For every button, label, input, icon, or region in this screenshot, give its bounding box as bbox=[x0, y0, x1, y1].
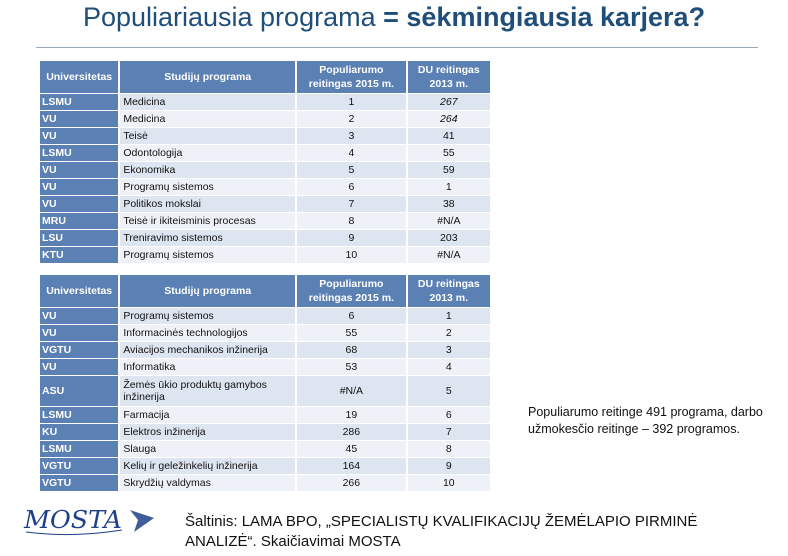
salary-rank-cell: 1 bbox=[408, 179, 490, 195]
table-row bbox=[40, 376, 490, 406]
table-row bbox=[40, 111, 490, 127]
popularity-rank-cell: 6 bbox=[297, 308, 405, 324]
university-cell: VU bbox=[40, 196, 118, 212]
program-cell: Politikos mokslai bbox=[120, 196, 295, 212]
program-cell: Medicina bbox=[120, 94, 295, 110]
program-cell: Slauga bbox=[120, 441, 295, 457]
table-row bbox=[40, 128, 490, 144]
salary-rank-cell: 55 bbox=[408, 145, 490, 161]
popularity-rank-cell: 164 bbox=[297, 458, 405, 474]
popularity-rank-cell: 4 bbox=[297, 145, 405, 161]
table-row bbox=[40, 475, 490, 491]
program-cell: Kelių ir geležinkelių inžinerija bbox=[120, 458, 295, 474]
salary-rank-cell: 8 bbox=[408, 441, 490, 457]
header-university: Universitetas bbox=[40, 275, 118, 307]
title-part-2: = sėkmingiausia karjera? bbox=[383, 2, 706, 32]
popularity-rank-cell: 53 bbox=[297, 359, 405, 375]
university-cell: VU bbox=[40, 325, 118, 341]
program-cell: Ekonomika bbox=[120, 162, 295, 178]
mosta-logo bbox=[22, 502, 162, 542]
salary-rank-cell: 6 bbox=[408, 407, 490, 423]
table-row bbox=[40, 196, 490, 212]
table-row bbox=[40, 441, 490, 457]
table-row bbox=[40, 342, 490, 358]
program-cell: Elektros inžinerija bbox=[120, 424, 295, 440]
popularity-table bbox=[38, 60, 492, 264]
salary-rank-cell: 59 bbox=[408, 162, 490, 178]
university-cell: VGTU bbox=[40, 475, 118, 491]
table-row bbox=[40, 407, 490, 423]
table-header-row bbox=[40, 61, 490, 93]
program-cell: Skrydžių valdymas bbox=[120, 475, 295, 491]
header-salary-rank: DU reitingas 2013 m. bbox=[408, 61, 490, 93]
table-row bbox=[40, 230, 490, 246]
program-cell: Informacinės technologijos bbox=[120, 325, 295, 341]
university-cell: KTU bbox=[40, 247, 118, 263]
salary-rank-cell: #N/A bbox=[408, 213, 490, 229]
table-row bbox=[40, 145, 490, 161]
table-row bbox=[40, 458, 490, 474]
table-header-row bbox=[40, 275, 490, 307]
table-row bbox=[40, 213, 490, 229]
program-cell: Farmacija bbox=[120, 407, 295, 423]
table-row bbox=[40, 359, 490, 375]
salary-rank-cell: 2 bbox=[408, 325, 490, 341]
popularity-rank-cell: 3 bbox=[297, 128, 405, 144]
popularity-rank-cell: 286 bbox=[297, 424, 405, 440]
popularity-rank-cell: 19 bbox=[297, 407, 405, 423]
table-row bbox=[40, 179, 490, 195]
university-cell: LSU bbox=[40, 230, 118, 246]
university-cell: VU bbox=[40, 111, 118, 127]
university-cell: LSMU bbox=[40, 94, 118, 110]
source-citation: Šaltinis: LAMA BPO, „SPECIALISTŲ KVALIFIKACIJŲ ŽEMĖLAPIO PIRMINĖ ANALIZĖ“. Skaičiavimai MOSTA bbox=[185, 513, 698, 550]
program-cell: Teisė bbox=[120, 128, 295, 144]
program-cell: Programų sistemos bbox=[120, 247, 295, 263]
header-popularity-rank: Populiarumo reitingas 2015 m. bbox=[297, 275, 405, 307]
table-row bbox=[40, 325, 490, 341]
popularity-rank-cell: #N/A bbox=[297, 376, 405, 406]
salary-rank-cell: 38 bbox=[408, 196, 490, 212]
university-cell: MRU bbox=[40, 213, 118, 229]
university-cell: VU bbox=[40, 128, 118, 144]
salary-rank-cell: 41 bbox=[408, 128, 490, 144]
popularity-rank-cell: 7 bbox=[297, 196, 405, 212]
table-row bbox=[40, 94, 490, 110]
salary-rank-cell: 264 bbox=[408, 111, 490, 127]
salary-rank-cell: 203 bbox=[408, 230, 490, 246]
program-cell: Aviacijos mechanikos inžinerija bbox=[120, 342, 295, 358]
title-divider bbox=[36, 47, 758, 48]
popularity-rank-cell: 5 bbox=[297, 162, 405, 178]
table-row bbox=[40, 247, 490, 263]
university-cell: VGTU bbox=[40, 342, 118, 358]
salary-rank-cell: 7 bbox=[408, 424, 490, 440]
logo-text: MOSTA bbox=[22, 506, 123, 534]
popularity-rank-cell: 9 bbox=[297, 230, 405, 246]
university-cell: ASU bbox=[40, 376, 118, 406]
salary-rank-cell: 10 bbox=[408, 475, 490, 491]
university-cell: VU bbox=[40, 308, 118, 324]
popularity-rank-cell: 10 bbox=[297, 247, 405, 263]
header-salary-rank: DU reitingas 2013 m. bbox=[408, 275, 490, 307]
popularity-rank-cell: 68 bbox=[297, 342, 405, 358]
salary-rank-cell: #N/A bbox=[408, 247, 490, 263]
popularity-rank-cell: 45 bbox=[297, 441, 405, 457]
program-cell: Programų sistemos bbox=[120, 308, 295, 324]
table-row bbox=[40, 424, 490, 440]
ranking-note: Populiarumo reitinge 491 programa, darbo užmokesčio reitinge – 392 programos. bbox=[528, 405, 763, 436]
table-row bbox=[40, 162, 490, 178]
popularity-rank-cell: 6 bbox=[297, 179, 405, 195]
title-part-1: Populiariausia programa bbox=[82, 2, 376, 32]
logo-arrow-icon bbox=[130, 510, 154, 532]
salary-rank-cell: 267 bbox=[408, 94, 490, 110]
popularity-rank-cell: 1 bbox=[297, 94, 405, 110]
program-cell: Treniravimo sistemos bbox=[120, 230, 295, 246]
salary-rank-cell: 1 bbox=[408, 308, 490, 324]
header-program: Studijų programa bbox=[120, 275, 295, 307]
university-cell: VU bbox=[40, 359, 118, 375]
university-cell: KU bbox=[40, 424, 118, 440]
popularity-rank-cell: 55 bbox=[297, 325, 405, 341]
salary-rank-cell: 9 bbox=[408, 458, 490, 474]
salary-rank-cell: 3 bbox=[408, 342, 490, 358]
popularity-rank-cell: 2 bbox=[297, 111, 405, 127]
header-popularity-rank: Populiarumo reitingas 2015 m. bbox=[297, 61, 405, 93]
salary-rank-cell: 4 bbox=[408, 359, 490, 375]
header-university: Universitetas bbox=[40, 61, 118, 93]
program-cell: Medicina bbox=[120, 111, 295, 127]
program-cell: Teisė ir ikiteisminis procesas bbox=[120, 213, 295, 229]
program-cell: Informatika bbox=[120, 359, 295, 375]
program-cell: Žemės ūkio produktų gamybos inžinerija bbox=[120, 376, 295, 406]
header-program: Studijų programa bbox=[120, 61, 295, 93]
university-cell: VU bbox=[40, 162, 118, 178]
university-cell: VGTU bbox=[40, 458, 118, 474]
slide-title bbox=[0, 2, 788, 33]
popularity-rank-cell: 8 bbox=[297, 213, 405, 229]
university-cell: LSMU bbox=[40, 407, 118, 423]
university-cell: LSMU bbox=[40, 441, 118, 457]
salary-rank-cell: 5 bbox=[408, 376, 490, 406]
salary-table bbox=[38, 274, 492, 492]
university-cell: VU bbox=[40, 179, 118, 195]
program-cell: Odontologija bbox=[120, 145, 295, 161]
program-cell: Programų sistemos bbox=[120, 179, 295, 195]
university-cell: LSMU bbox=[40, 145, 118, 161]
popularity-rank-cell: 266 bbox=[297, 475, 405, 491]
table-row bbox=[40, 308, 490, 324]
